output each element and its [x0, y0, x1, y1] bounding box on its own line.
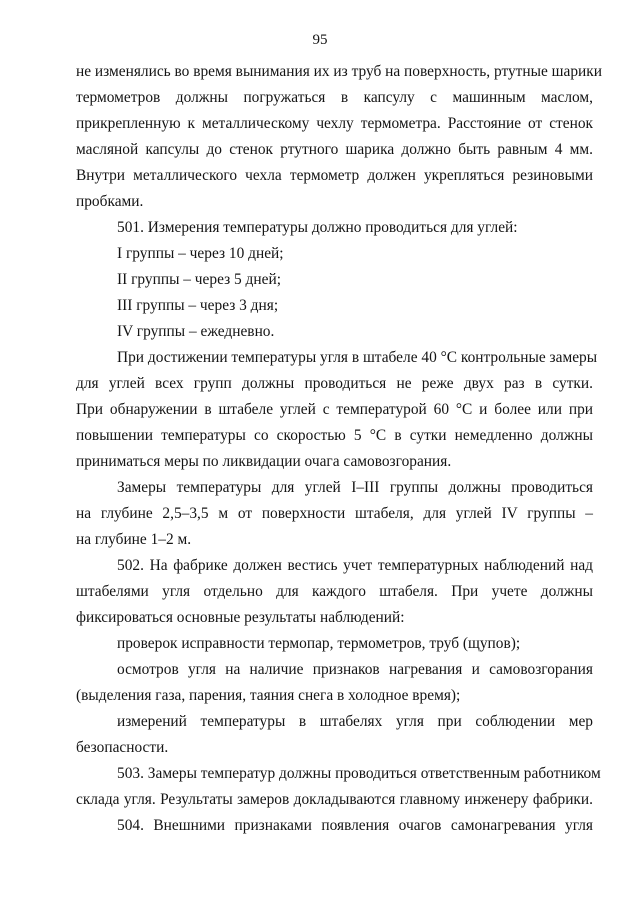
text-line: штабелями угля отдельно для каждого штабеля. При учете должны — [76, 583, 593, 600]
text-line: склада угля. Результаты замеров докладываются главному инженеру фабрики. — [76, 791, 593, 808]
text-line: прикрепленную к металлическому чехлу термометра. Расстояние от стенок — [76, 115, 593, 132]
text-line: 502. На фабрике должен вестись учет температурных наблюдений над — [117, 557, 593, 574]
text-line: 503. Замеры температур должны проводиться ответственным работником — [117, 765, 601, 782]
text-line: IV группы – ежедневно. — [117, 323, 275, 340]
text-line: 504. Внешними признаками появления очагов самонагревания угля — [117, 817, 593, 834]
text-line: масляной капсулы до стенок ртутного шарика должно быть равным 4 мм. — [76, 141, 593, 158]
text-line: термометров должны погружаться в капсулу с машинным маслом, — [76, 89, 593, 106]
text-line: Замеры температуры для углей I–III группы должны проводиться — [117, 479, 593, 496]
text-line: приниматься меры по ликвидации очага самовозгорания. — [76, 453, 452, 470]
text-line: I группы – через 10 дней; — [117, 245, 284, 262]
text-line: не изменялись во время вынимания их из труб на поверхность, ртутные шарики — [76, 63, 602, 80]
text-line: безопасности. — [76, 739, 169, 756]
text-line: проверок исправности термопар, термометров, труб (щупов); — [117, 635, 521, 652]
text-line: для углей всех групп должны проводиться не реже двух раз в сутки. — [76, 375, 593, 392]
text-line: пробками. — [76, 193, 144, 210]
text-line: измерений температуры в штабелях угля при соблюдении мер — [117, 713, 593, 730]
text-line: (выделения газа, парения, таяния снега в холодное время); — [76, 687, 461, 704]
text-line: Внутри металлического чехла термометр должен укрепляться резиновыми — [76, 167, 593, 184]
document-body — [76, 59, 602, 839]
text-line: на глубине 1–2 м. — [76, 531, 192, 548]
page-number: 95 — [312, 32, 328, 48]
text-line: осмотров угля на наличие признаков нагревания и самовозгорания — [117, 661, 593, 678]
text-line: II группы – через 5 дней; — [117, 271, 281, 288]
text-line: 501. Измерения температуры должно проводиться для углей: — [117, 219, 518, 236]
text-line: При обнаружении в штабеле углей с температурой 60 °С и более или при — [76, 401, 593, 418]
text-line: на глубине 2,5–3,5 м от поверхности штабеля, для углей IV группы – — [76, 505, 593, 522]
text-line: III группы – через 3 дня; — [117, 297, 279, 314]
text-line: повышении температуры со скоростью 5 °С в сутки немедленно должны — [76, 427, 593, 444]
text-line: фиксироваться основные результаты наблюдений: — [76, 609, 405, 626]
text-line: При достижении температуры угля в штабеле 40 °С контрольные замеры — [117, 349, 598, 366]
